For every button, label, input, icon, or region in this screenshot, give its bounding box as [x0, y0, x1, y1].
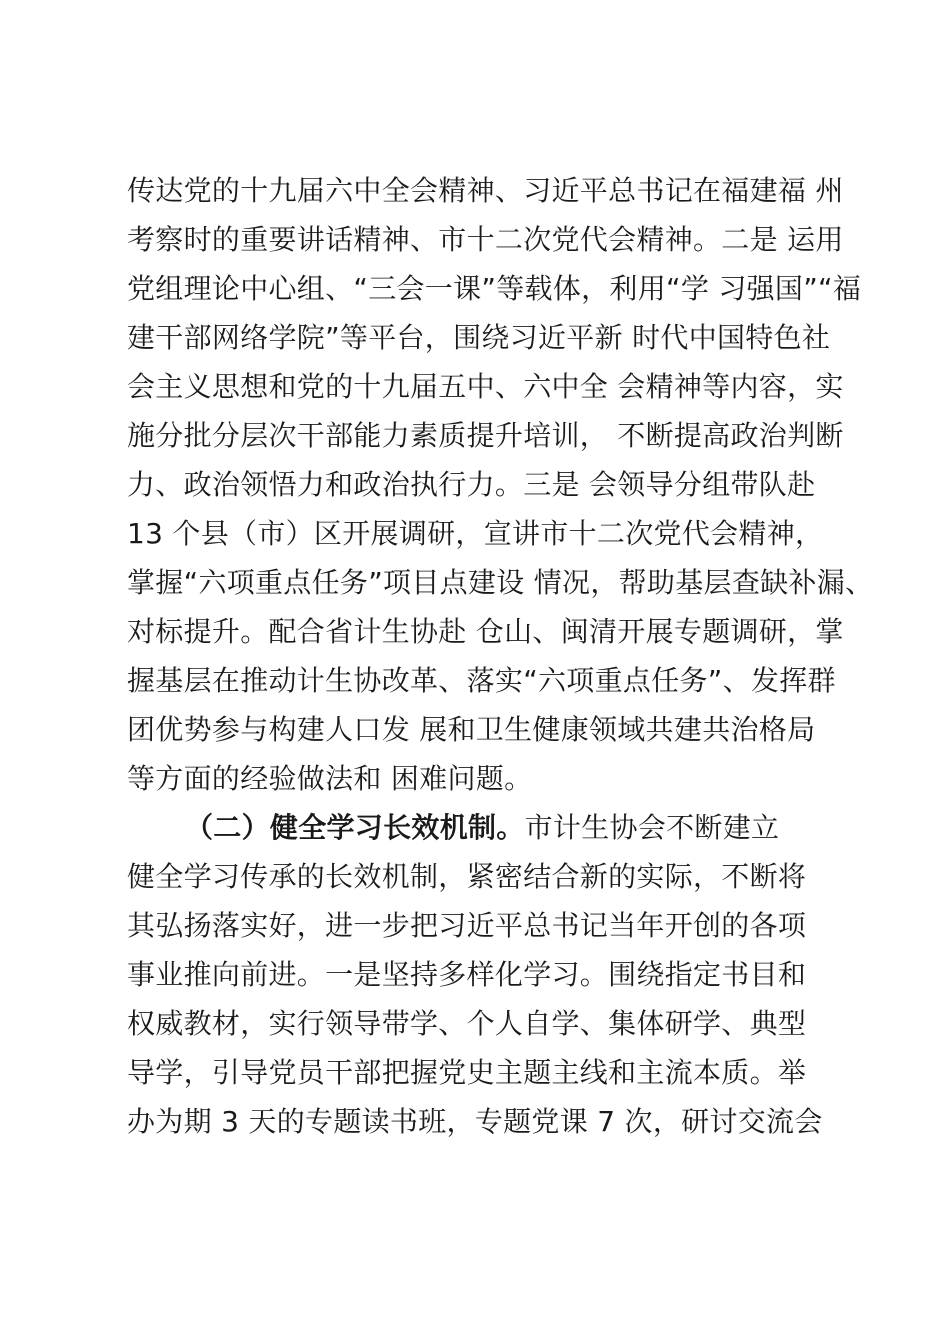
paragraph-line: 导学，引导党员干部把握党史主题主线和主流本质。举 — [127, 1056, 807, 1089]
document-body — [127, 166, 887, 1146]
paragraph-line: 团优势参与构建人口发 展和卫生健康领域共建共治格局 — [127, 713, 816, 746]
paragraph-line: 掌握“六项重点任务”项目点建设 情况，帮助基层查缺补漏、 — [127, 566, 874, 599]
paragraph-line: 党组理论中心组、“三会一课”等载体，利用“学 习强国”“福 — [127, 272, 862, 305]
paragraph-line: 办为期 3 天的专题读书班，专题党课 7 次，研讨交流会 — [127, 1105, 823, 1138]
paragraph-line: 握基层在推动计生协改革、落实“六项重点任务”、发挥群 — [127, 664, 836, 697]
paragraph-1 — [127, 166, 887, 803]
paragraph-line: 考察时的重要讲话精神、市十二次党代会精神。二是 运用 — [127, 223, 844, 256]
paragraph-2 — [127, 803, 887, 1146]
paragraph-line: 其弘扬落实好，进一步把习近平总书记当年开创的各项 — [127, 909, 807, 942]
paragraph-line: 施分批分层次干部能力素质提升培训， 不断提高政治判断 — [127, 419, 844, 452]
paragraph-line: 建干部网络学院”等平台，围绕习近平新 时代中国特色社 — [127, 321, 831, 354]
paragraph-line: 事业推向前进。一是坚持多样化学习。围绕指定书目和 — [127, 958, 807, 991]
paragraph-line: 对标提升。配合省计生协赴 仓山、闽清开展专题调研，掌 — [127, 615, 844, 648]
paragraph-line: 会主义思想和党的十九届五中、六中全 会精神等内容，实 — [127, 370, 844, 403]
paragraph-line: 力、政治领悟力和政治执行力。三是 会领导分组带队赴 — [127, 468, 816, 501]
section-heading: （二）健全学习长效机制。 — [185, 811, 525, 844]
paragraph-line: 权威教材，实行领导带学、个人自学、集体研学、典型 — [127, 1007, 807, 1040]
paragraph-line: 传达党的十九届六中全会精神、习近平总书记在福建福 州 — [127, 174, 844, 207]
paragraph-first-line — [127, 803, 887, 852]
paragraph-line: 健全学习传承的长效机制，紧密结合新的实际，不断将 — [127, 860, 807, 893]
paragraph-line-text: 市计生协会不断建立 — [524, 811, 780, 844]
paragraph-line: 13 个县（市）区开展调研，宣讲市十二次党代会精神， — [127, 517, 824, 550]
paragraph-line: 等方面的经验做法和 困难问题。 — [127, 762, 533, 795]
